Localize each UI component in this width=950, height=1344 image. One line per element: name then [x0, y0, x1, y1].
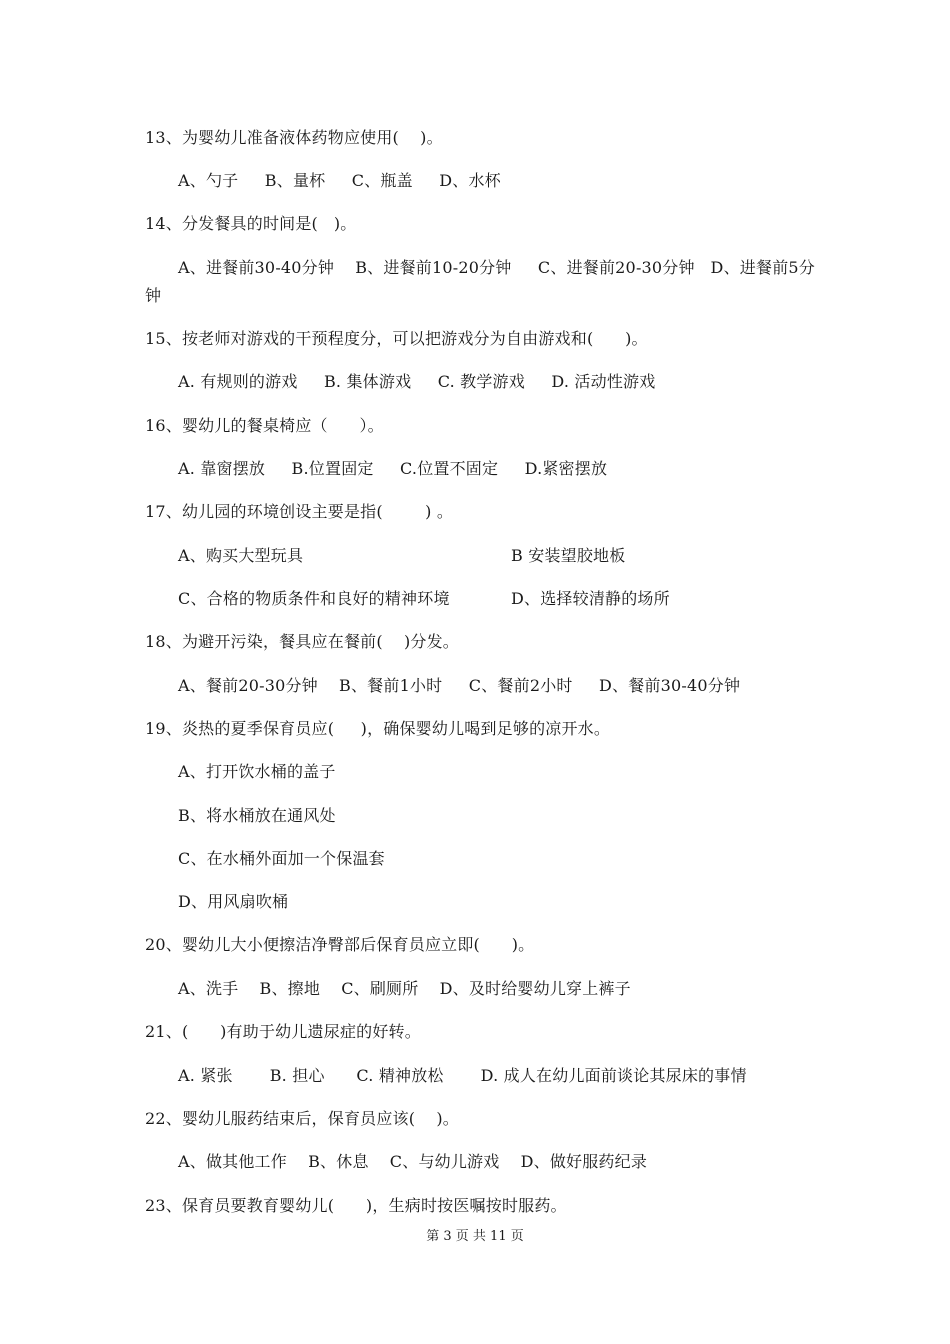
question-19-option-b: B、将水桶放在通风处	[178, 806, 336, 825]
question-21-options: A. 紧张 B. 担心 C. 精神放松 D. 成人在幼儿面前谈论其尿床的事情	[178, 1066, 747, 1085]
page-footer: 第 3 页 共 11 页	[426, 1229, 524, 1244]
question-17-option-b: B 安装望胶地板	[511, 546, 626, 565]
question-19-option-a: A、打开饮水桶的盖子	[178, 762, 336, 781]
question-17-stem: 17、幼儿园的环境创设主要是指( ) 。	[145, 502, 454, 521]
question-23-stem: 23、保育员要教育婴幼儿( )，生病时按医嘱按时服药。	[145, 1196, 567, 1215]
question-22-stem: 22、婴幼儿服药结束后，保育员应该( )。	[145, 1109, 459, 1128]
question-15-stem: 15、按老师对游戏的干预程度分，可以把游戏分为自由游戏和( )。	[145, 329, 648, 348]
question-14-options: A、进餐前30-40分钟 B、进餐前10-20分钟 C、进餐前20-30分钟 D、进餐前5分	[178, 258, 815, 277]
question-18-stem: 18、为避开污染，餐具应在餐前( )分发。	[145, 632, 459, 651]
question-14-stem: 14、分发餐具的时间是( )。	[145, 214, 357, 233]
question-20-options: A、洗手 B、擦地 C、刷厕所 D、及时给婴幼儿穿上裤子	[178, 979, 631, 998]
question-14-options-wrap: 钟	[145, 286, 162, 305]
question-13-options: A、勺子 B、量杯 C、瓶盖 D、水杯	[178, 171, 501, 190]
question-19-option-d: D、用风扇吹桶	[178, 892, 289, 911]
question-16-options: A. 靠窗摆放 B.位置固定 C.位置不固定 D.紧密摆放	[178, 459, 608, 478]
question-17-option-d: D、选择较清静的场所	[511, 589, 670, 608]
question-13-stem: 13、为婴幼儿准备液体药物应使用( )。	[145, 128, 443, 147]
question-21-stem: 21、( )有助于幼儿遗尿症的好转。	[145, 1022, 421, 1041]
question-17-option-c: C、合格的物质条件和良好的精神环境	[178, 589, 450, 608]
question-16-stem: 16、婴幼儿的餐桌椅应（ ）。	[145, 416, 384, 435]
question-19-option-c: C、在水桶外面加一个保温套	[178, 849, 385, 868]
question-22-options: A、做其他工作 B、休息 C、与幼儿游戏 D、做好服药纪录	[178, 1152, 648, 1171]
question-20-stem: 20、婴幼儿大小便擦洁净臀部后保育员应立即( )。	[145, 935, 535, 954]
question-19-stem: 19、炎热的夏季保育员应( )，确保婴幼儿喝到足够的凉开水。	[145, 719, 611, 738]
question-18-options: A、餐前20-30分钟 B、餐前1小时 C、餐前2小时 D、餐前30-40分钟	[178, 676, 741, 695]
question-15-options: A. 有规则的游戏 B. 集体游戏 C. 教学游戏 D. 活动性游戏	[178, 372, 656, 391]
question-17-option-a: A、购买大型玩具	[178, 546, 304, 565]
